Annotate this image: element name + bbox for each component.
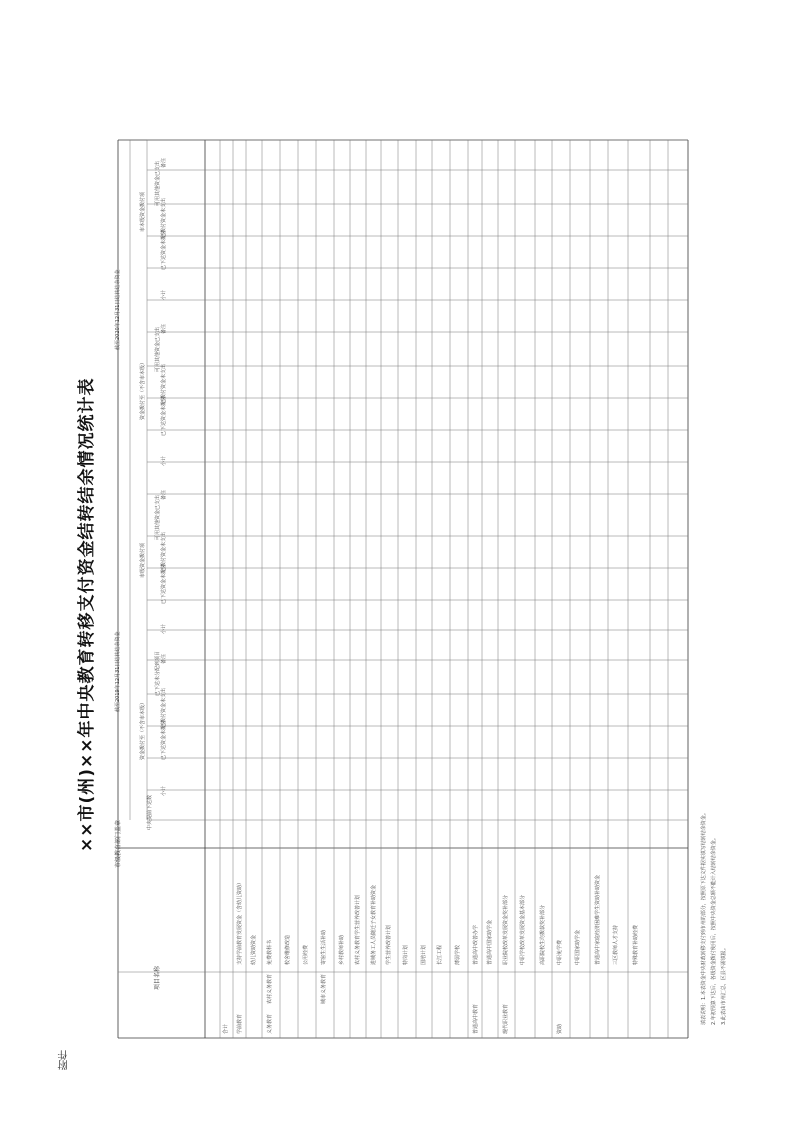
row-label: 薄弱学校 [455, 944, 461, 965]
filler-unit: 市级教育部门盖章 [115, 819, 122, 868]
header-a-c2: 已拨付资金未支出 [161, 687, 167, 728]
row-label: 支持学前教育发展资金（含幼儿资助） [237, 879, 243, 965]
header-b2-remark: 备注 [161, 157, 167, 168]
row-category: 学前教育 [237, 1013, 243, 1034]
row-label: 校舍维修改造 [285, 934, 291, 965]
header-b-c2: 已拨付资金未支出 [161, 363, 167, 404]
header-a2-subtotal: 小计 [161, 623, 167, 634]
row-label: 长江工程 [437, 944, 443, 965]
row-label: 普通高中家庭经济困难学生资助补助资金 [595, 874, 601, 965]
row-category: 合计 [223, 1023, 229, 1034]
header-b-subtotal: 小计 [161, 455, 167, 466]
row-subcategory: 农村义务教育 [267, 973, 273, 1004]
header-b-c1: 已下达资金未拨付 [161, 395, 167, 436]
note-1: 填表说明：1.本表资金中央财政转移支付到市州的部分，按照原下达文件据实填写结转结余资金。 [701, 810, 707, 1025]
header-group-a-title: 截至2019年12月31日结转结余资金 [115, 631, 121, 712]
header-a2-c4: 可用其他资金已支出 [155, 494, 161, 540]
row-category: 普通高中教育 [473, 1003, 479, 1034]
row-label: 幼儿资助资金 [251, 934, 257, 965]
row-label: 免费教科书 [267, 939, 273, 965]
row-label: 国培计划 [421, 944, 427, 965]
header-a2-remark: 备注 [161, 489, 167, 500]
row-label: 乡村教师补助 [339, 934, 345, 965]
row-category: 义务教育 [267, 1013, 273, 1034]
row-category: 资助 [557, 1023, 563, 1034]
header-b2-c2: 已拨付资金未支出 [161, 197, 167, 238]
header-group-b-title: 截至2020年12月31日结转结余资金 [115, 269, 121, 350]
header-group-a-sub1: 资金拨付至（不含市本级） [140, 699, 146, 760]
header-a2-c1: 已下达资金未拨付 [161, 563, 167, 604]
attachment-label: 附件 [59, 1050, 70, 1070]
header-b-remark: 备注 [161, 323, 167, 334]
header-b2-subtotal: 小计 [161, 289, 167, 300]
header-item-col: 项目名称 [154, 965, 161, 990]
header-a-c3: 已下达未分配到项目 [155, 650, 161, 696]
row-label: 中职国家助学金 [575, 929, 581, 965]
note-2: 2.年初预算下达后，各级资金拨付使用后，按照中央资金总额不能计入结转结余资金。 [711, 835, 717, 1025]
row-label: 公用经费 [303, 944, 309, 965]
row-label: 学生营养改善计划 [386, 924, 392, 965]
row-label: 三区教师人才支持 [613, 924, 619, 965]
header-b2-c1: 已下达资金未拨付 [161, 229, 167, 270]
header-group-b-sub1: 资金拨付至（不含市本级） [140, 359, 146, 420]
row-label: 进城务工人员随迁子女教育补助资金 [371, 884, 377, 965]
header-a-subtotal: 小计 [161, 785, 167, 796]
row-label: 职业院校改革发展资金奖补部分 [503, 894, 509, 965]
header-col-assigned: 中央提前下达数 [147, 794, 153, 830]
row-label: 农村义务教育学生营养改善计划 [355, 894, 361, 965]
row-label: 寄宿生生活补助 [321, 929, 327, 965]
header-a-c1: 已下达资金未拨付 [161, 719, 167, 760]
header-b2-c4: 可用其他资金已支出 [155, 160, 161, 206]
note-3: 3.此表由市州汇总，区县不需填报。 [721, 945, 727, 1025]
header-b-c4: 可用其他资金已支出 [155, 326, 161, 372]
row-subcategory: 城市义务教育 [321, 973, 327, 1004]
row-label: 特殊教育补助经费 [633, 924, 639, 965]
row-label: 普通高中国家助学金 [487, 919, 493, 965]
row-label: 特岗计划 [403, 944, 409, 965]
header-a-remark: 备注 [161, 653, 167, 664]
row-category: 现代职业教育 [503, 1003, 509, 1034]
row-label: 中职免学费 [557, 939, 563, 965]
row-label: 中职学校改革发展资金基本部分 [520, 894, 526, 965]
row-label: 普通高中改善办学 [473, 924, 479, 965]
header-a2-c2: 已拨付资金未支出 [161, 531, 167, 572]
page-title: ××市(州)××年中央教育转移支付资金结转结余情况统计表 [77, 377, 97, 852]
row-label: 高职院校生均拨款奖补部分 [540, 904, 546, 965]
header-group-b-sub2: 市本级资金拨付项 [140, 191, 146, 232]
header-group-a-sub2: 市级资金拨付项 [140, 542, 146, 578]
